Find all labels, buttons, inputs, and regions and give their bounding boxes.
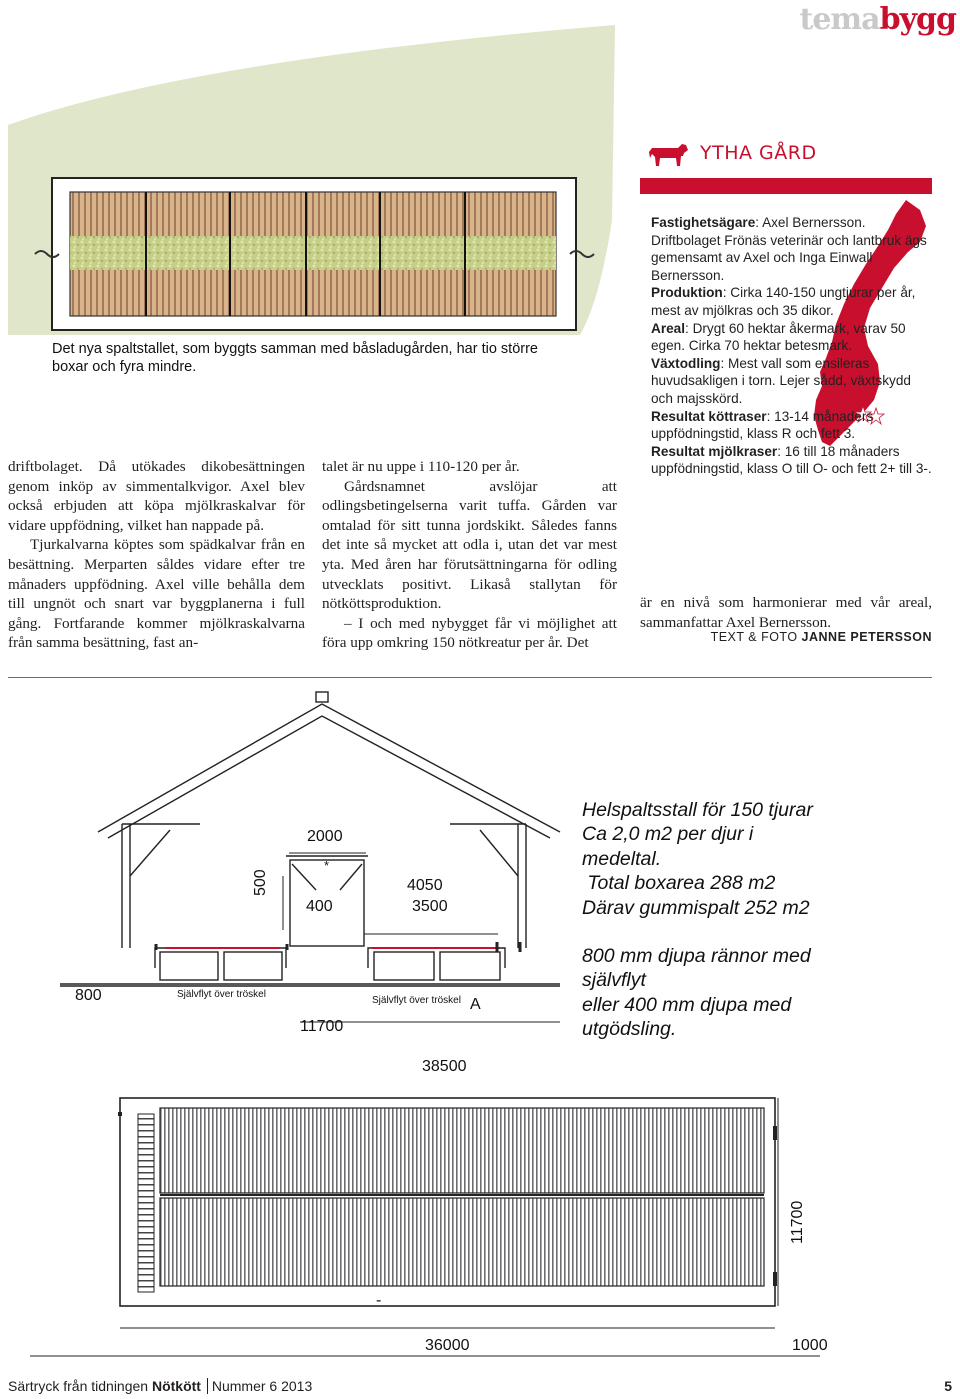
note-line: medeltal.	[582, 847, 662, 870]
dimension-38500: 38500	[422, 1058, 467, 1075]
fact-text: : 13-14 månaders uppfödningstid, klass R och fett 3.	[651, 408, 874, 442]
note-line: Ca 2,0 m2 per djur i	[582, 823, 754, 846]
factbox-content	[651, 214, 936, 478]
note-line: Total boxarea 288 m2	[582, 872, 776, 895]
byline-name: JANNE PETERSSON	[801, 630, 932, 644]
figure-caption: Det nya spaltstallet, som byggts samman med båsladugården, har tio större boxar och fyra mindre.	[52, 341, 538, 375]
footer-issue: Nummer 6 2013	[211, 1378, 313, 1394]
note-line: självflyt	[582, 969, 646, 992]
fact-item	[651, 355, 936, 408]
note-line: eller 400 mm djupa med	[582, 993, 792, 1016]
publication-logo	[799, 2, 956, 37]
article-paragraph: talet är nu uppe i 110-120 per år.	[322, 458, 520, 475]
section-marker-a: A	[470, 996, 481, 1013]
selfflow-label-left: Självflyt över tröskel	[177, 989, 266, 1000]
footer-magazine: Nötkött	[151, 1378, 201, 1394]
byline	[711, 630, 932, 644]
fact-label: Växtodling	[651, 355, 721, 371]
fact-item	[651, 443, 936, 478]
dimension-3500: 3500	[412, 898, 448, 915]
drawing-notes-1	[582, 798, 813, 920]
dimension-2000: 2000	[307, 828, 343, 845]
byline-prefix: TEXT & FOTO	[710, 630, 798, 644]
article-column-1	[8, 457, 305, 653]
floor-plan-marker: -	[376, 1292, 382, 1309]
factbox-bar	[640, 178, 932, 194]
note-line: Därav gummispalt 252 m2	[582, 896, 810, 919]
article-column-2	[322, 457, 617, 653]
building-plan-figure	[0, 0, 620, 335]
factbox-title: YTHA GÅRD	[700, 142, 817, 164]
floor-plan-drawing	[0, 1076, 820, 1376]
fact-item	[651, 284, 936, 319]
dimension-500: 500	[252, 869, 269, 896]
fact-label: Resultat mjölkraser	[651, 443, 778, 459]
drawing-notes-2	[582, 944, 811, 1042]
fact-text: : Mest vall som ensileras huvudsakligen i torn. Lejer sådd, växtskydd och majsskörd.	[651, 355, 911, 406]
fact-text: : Cirka 140-150 ungtjurar per år, mest av mjölkras och 35 dikor.	[651, 285, 916, 318]
article-paragraph: – I och med nybygget får vi möjlighet att föra upp omkring 150 nötkreatur per år. Det	[322, 614, 617, 652]
dimension-4050: 4050	[407, 877, 443, 894]
selfflow-label-right: Självflyt över tröskel	[372, 995, 461, 1006]
fact-label: Fastighetsägare	[651, 215, 756, 230]
dimension-1000: 1000	[792, 1337, 828, 1354]
dimension-11700-vertical: 11700	[789, 1200, 806, 1244]
page-number: 5	[944, 1378, 952, 1394]
footer-prefix: Särtryck från tidningen	[8, 1378, 152, 1394]
dimension-36000: 36000	[425, 1337, 470, 1354]
logo-part1: tema	[799, 2, 880, 37]
fact-item	[651, 408, 936, 443]
article-paragraph: Tjurkalvarna köptes som spädkalvar från en besättning. Merparten såldes vidare efter tre månaders uppfödning. Axel ville behålla dem till ungnöt och snart var byggplanerna i full gång. Fortfarande kommer mjölkraskalvarna från samma besättning, fast an-	[8, 536, 305, 652]
fact-item	[651, 214, 936, 284]
section-divider	[8, 677, 932, 678]
page-footer	[8, 1378, 312, 1394]
dimension-800: 800	[75, 987, 102, 1004]
fact-text: : Axel Bernersson. Driftbolaget Frönäs veterinär och lantbruk ägs gemensamt av Axel och Inga Einwall Bernersson.	[651, 215, 927, 283]
cross-section-drawing	[0, 680, 575, 1040]
dimension-11700: 11700	[300, 1018, 344, 1035]
note-line: 800 mm djupa rännor med	[582, 945, 811, 967]
article-paragraph: driftbolaget. Då utökades dikobesättningen genom inköp av simmentalkvigor. Axel blev också erbjuden att köpa mjölkraskalvar för vidare uppfödning, vilket han nappade på.	[8, 458, 305, 534]
fact-text: : 16 till 18 månaders uppfödningstid, klass O till O- och fett 2+ till 3-.	[651, 443, 932, 477]
article-column-3	[640, 593, 932, 632]
note-line: utgödsling.	[582, 1018, 677, 1041]
fact-item	[651, 320, 936, 355]
fact-text: : Drygt 60 hektar åkermark, varav 50 egen. Cirka 70 hektar betesmark.	[651, 320, 906, 354]
fact-label: Resultat köttraser	[651, 408, 767, 424]
note-line: Helspaltsstall för 150 tjurar	[582, 799, 813, 821]
article-paragraph: är en nivå som harmonierar med vår areal, sammanfattar Axel Bernersson.	[640, 594, 932, 631]
center-marker: *	[324, 858, 330, 873]
cow-icon	[648, 140, 690, 168]
fact-label: Areal	[651, 320, 686, 336]
fact-label: Produktion	[651, 285, 723, 301]
dimension-400: 400	[306, 898, 333, 915]
logo-part2: bygg	[879, 2, 956, 37]
article-paragraph: Gårdsnamnet avslöjar att odlingsbetingelserna varit tuffa. Gården var omtalad för sitt tunna jordskikt. Således fanns det inte så mycket att odla i, utan det var mest yta. Med åren har förutsättningarna för odling utvecklats positivt. Likaså stallytan för nötköttsproduktion.	[322, 477, 617, 613]
